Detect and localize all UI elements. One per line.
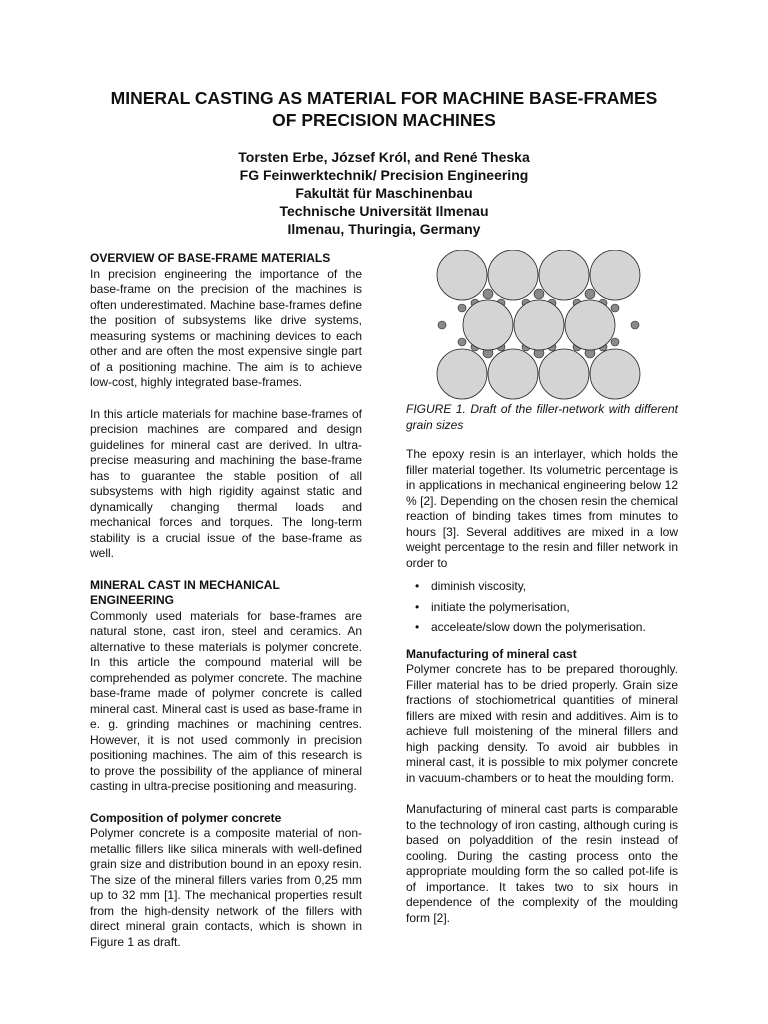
affiliation-university: Technische Universität Ilmenau	[279, 203, 489, 219]
subsection-heading-manufacturing: Manufacturing of mineral cast	[406, 646, 577, 661]
section-heading-overview: OVERVIEW OF BASE-FRAME MATERIALS	[90, 251, 331, 265]
small-grain-21	[611, 338, 619, 346]
large-grain-0	[437, 250, 487, 300]
composition-paragraph: Polymer concrete is a composite material of non-metallic fillers like silica minerals with well-defined grain size and distribution bound in an epoxy resin. The size of the mineral fillers varies from 0,25 mm up to 32 mm [1]. The mechanical properties result from the high-density network of the fillers with direct mineral grain contacts, which is shown in Figure 1 as draft.	[90, 826, 362, 949]
manufacturing-paragraph-1: Polymer concrete has to be prepared thoroughly. Filler material has to be dried properly. Grain size fractions of stochiometrical quantities of mineral fillers are mixed with resin and additives. Aim is to achieve full moistening of the mineral fillers and high packing density. To avoid air bubbles in mineral cast, it is possible to mix polymer concrete in vacuum-chambers or to heat the moulding form.	[406, 662, 678, 785]
list-item: • initiate the polymerisation,	[406, 600, 678, 616]
small-grain-20	[458, 338, 466, 346]
subsection-heading-composition: Composition of polymer concrete	[90, 810, 282, 825]
affiliation-department: FG Feinwerktechnik/ Precision Engineering	[239, 167, 529, 183]
large-grain-4	[463, 300, 513, 350]
large-grain-7	[437, 349, 487, 399]
section-heading-mineral-cast: MINERAL CAST IN MECHANICAL ENGINEERING	[90, 577, 280, 607]
small-grain-22	[438, 321, 446, 329]
right-column	[406, 250, 678, 926]
small-grain-23	[631, 321, 639, 329]
large-grain-5	[514, 300, 564, 350]
filler-network-drawing	[406, 250, 678, 402]
large-grain-1	[488, 250, 538, 300]
large-grain-9	[539, 349, 589, 399]
author-names: Torsten Erbe, József Król, and René Theska	[238, 149, 530, 165]
large-grain-6	[565, 300, 615, 350]
overview-paragraph-1: In precision engineering the importance of the base-frame on the precision of the machines is often underestimated. Machine base-frames define the position of subsystems like drive systems, measuring systems or machining devices to each other and are often the most expensive single part of a positioning machine. The aim is to achieve low-cost, highly integrated base-frames.	[90, 266, 362, 389]
title-line-2: OF PRECISION MACHINES	[272, 110, 496, 130]
large-grain-2	[539, 250, 589, 300]
title-line-1: MINERAL CASTING AS MATERIAL FOR MACHINE BASE-FRAMES	[110, 88, 658, 108]
small-grain-12	[585, 289, 595, 299]
additive-list	[406, 579, 678, 636]
affiliation-location: Ilmenau, Thuringia, Germany	[287, 221, 481, 237]
list-item: • diminish viscosity,	[406, 579, 678, 595]
epoxy-paragraph: The epoxy resin is an interlayer, which holds the filler material together. Its volumetric percentage is in applications in mechanical engineering below 12 % [2]. Depending on the chosen resin the chemical reaction of binding takes times from minutes to hours [3]. Several additives are mixed in a low weight percentage to the resin and filler network in order to	[406, 447, 678, 570]
small-grain-0	[483, 289, 493, 299]
mineral-cast-paragraph: Commonly used materials for base-frames are natural stone, cast iron, steel and ceramics. An alternative to these materials is polymer concrete. In this article the compound material will be comprehended as polymer concrete. The machine base-frame made of polymer concrete is called mineral cast. Mineral cast is used as base-frame in e. g. grinding machines or machining centres. However, it is not used commonly in precision positioning machines. The aim of this research is to prove the possibility of the appliance of mineral casting in ultra-precise positioning and measuring.	[90, 608, 362, 793]
small-grain-6	[534, 289, 544, 299]
left-column	[90, 251, 362, 950]
large-grain-3	[590, 250, 640, 300]
overview-paragraph-2: In this article materials for machine base-frames of precision machines are compared and design guidelines for mineral cast are derived. In ultra-precise measuring and machining the base-frame has to guarantee the stable position of all subsystems with high rigidity against static and dynamically changing thermal loads and mechanical forces and torques. The long-term stability is a crucial issue of the base-frame as well.	[90, 406, 362, 560]
figure-caption: FIGURE 1. Draft of the filler-network with different grain sizes	[406, 402, 678, 432]
manufacturing-paragraph-2: Manufacturing of mineral cast parts is comparable to the technology of iron casting, although curing is based on polyaddition of the resin instead of cooling. During the casting process onto the appropriate moulding form the so called pot-life is of importance. It takes two to six hours in dependence of the complexity of the moulding form [2].	[406, 802, 678, 925]
list-item: • acceleate/slow down the polymerisation.	[406, 620, 678, 636]
paper-title	[80, 87, 688, 131]
small-grain-18	[458, 304, 466, 312]
large-grain-8	[488, 349, 538, 399]
figure-filler-network	[406, 250, 678, 402]
affiliation-faculty: Fakultät für Maschinenbau	[295, 185, 473, 201]
author-block	[84, 148, 684, 238]
small-grain-19	[611, 304, 619, 312]
large-grain-10	[590, 349, 640, 399]
